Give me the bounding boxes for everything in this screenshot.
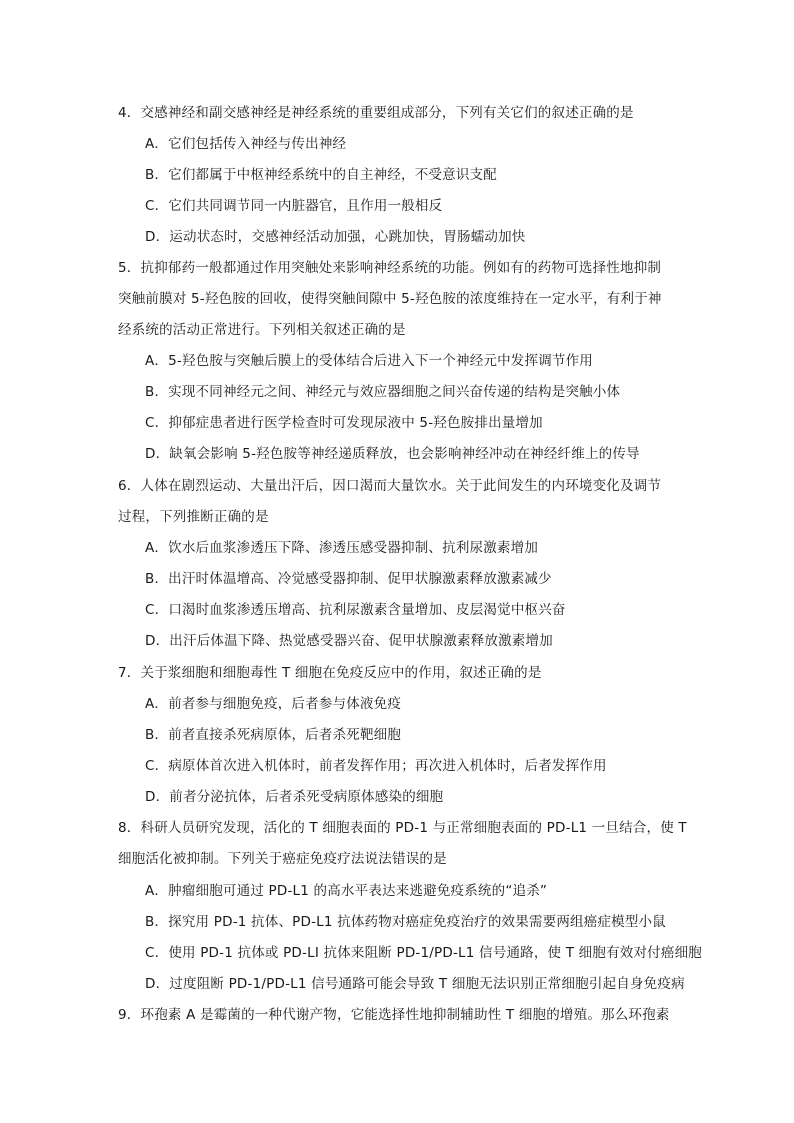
question-7-option-a: A．前者参与细胞免疫，后者参与体液免疫 (145, 696, 402, 712)
question-8-stem: 8．科研人员研究发现，活化的 T 细胞表面的 PD-1 与正常细胞表面的 PD-L1 一旦结合，使 T (118, 820, 687, 836)
question-6-option-d: D．出汗后体温下降、热觉感受器兴奋、促甲状腺激素释放激素增加 (145, 633, 553, 649)
question-6-stem: 6．人体在剧烈运动、大量出汗后，因口渴而大量饮水。关于此间发生的内环境变化及调节 (118, 478, 662, 494)
question-5-option-d: D．缺氧会影响 5-羟色胺等神经递质释放，也会影响神经冲动在神经纤维上的传导 (145, 446, 640, 462)
question-8-stem-line-2: 细胞活化被抑制。下列关于癌症免疫疗法说法错误的是 (118, 851, 447, 867)
question-4-option-a: A．它们包括传入神经与传出神经 (145, 136, 347, 152)
question-4-option-b: B．它们都属于中枢神经系统中的自主神经，不受意识支配 (145, 167, 497, 183)
question-8-option-a: A．肿瘤细胞可通过 PD-L1 的高水平表达来逃避免疫系统的“追杀” (145, 883, 548, 899)
question-5-stem: 5．抗抑郁药一般都通过作用突触处来影响神经系统的功能。例如有的药物可选择性地抑制 (118, 260, 662, 276)
question-5-option-c: C．抑郁症患者进行医学检查时可发现尿液中 5-羟色胺排出量增加 (145, 415, 543, 431)
question-5-option-b: B．实现不同神经元之间、神经元与效应器细胞之间兴奋传递的结构是突触小体 (145, 384, 621, 400)
question-8-option-c: C．使用 PD-1 抗体或 PD-LI 抗体来阻断 PD-1/PD-L1 信号通路，使 T 细胞有效对付癌细胞 (145, 945, 702, 961)
question-9-stem: 9．环孢素 A 是霉菌的一种代谢产物，它能选择性地抑制辅助性 T 细胞的增殖。那么环孢素 (118, 1007, 670, 1023)
question-6-stem-line-2: 过程，下列推断正确的是 (118, 509, 269, 525)
question-8-option-b: B．探究用 PD-1 抗体、PD-L1 抗体药物对癌症免疫治疗的效果需要两组癌症模型小鼠 (145, 914, 666, 930)
question-7-option-c: C．病原体首次进入机体时，前者发挥作用；再次进入机体时，后者发挥作用 (145, 758, 607, 774)
question-4-option-d: D．运动状态时，交感神经活动加强，心跳加快，胃肠蠕动加快 (145, 229, 526, 245)
question-5-option-a: A．5-羟色胺与突触后膜上的受体结合后进入下一个神经元中发挥调节作用 (145, 353, 593, 369)
question-6-option-b: B．出汗时体温增高、冷觉感受器抑制、促甲状腺激素释放激素减少 (145, 571, 552, 587)
question-7-option-d: D．前者分泌抗体，后者杀死受病原体感染的细胞 (145, 789, 444, 805)
question-7-option-b: B．前者直接杀死病原体，后者杀死靶细胞 (145, 727, 402, 743)
question-7-stem: 7．关于浆细胞和细胞毒性 T 细胞在免疫反应中的作用，叙述正确的是 (118, 665, 542, 681)
question-4-option-c: C．它们共同调节同一内脏器官，且作用一般相反 (145, 198, 443, 214)
question-4-stem: 4．交感神经和副交感神经是神经系统的重要组成部分，下列有关它们的叙述正确的是 (118, 105, 634, 121)
question-5-stem-line-3: 经系统的活动正常进行。下列相关叙述正确的是 (118, 322, 406, 338)
question-6-option-c: C．口渴时血浆渗透压增高、抗利尿激素含量增加、皮层渴觉中枢兴奋 (145, 602, 566, 618)
question-5-stem-line-2: 突触前膜对 5-羟色胺的回收，使得突触间隙中 5-羟色胺的浓度维持在一定水平，有利于神 (118, 291, 662, 307)
question-8-option-d: D．过度阻断 PD-1/PD-L1 信号通路可能会导致 T 细胞无法识别正常细胞引起自身免疫病 (145, 976, 685, 992)
question-6-option-a: A．饮水后血浆渗透压下降、渗透压感受器抑制、抗利尿激素增加 (145, 540, 539, 556)
